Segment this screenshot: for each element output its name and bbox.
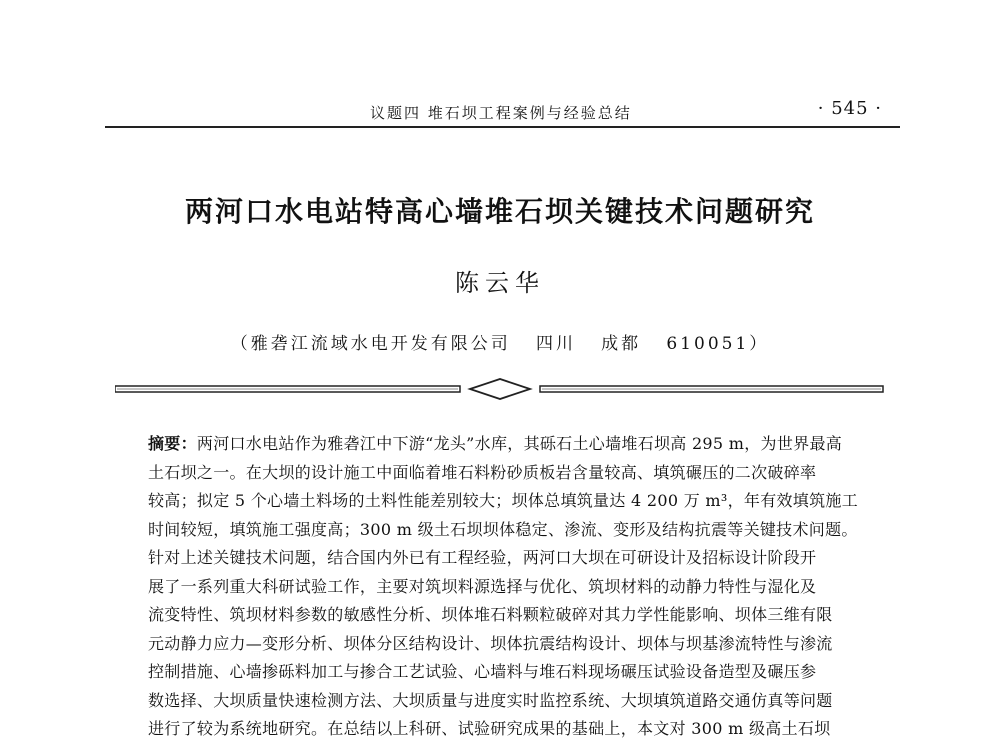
- abstract-line: 较高；拟定 5 个心墙土料场的土料性能差别较大；坝体总填筑量达 4 200 万 m³，年有效填筑施工: [148, 491, 859, 510]
- abstract-line: 展了一系列重大科研试验工作，主要对筑坝料源选择与优化、筑坝材料的动静力特性与湿化及: [148, 576, 817, 596]
- abstract-label: 摘要：: [148, 434, 197, 453]
- abstract-line: 控制措施、心墙掺砾料加工与掺合工艺试验、心墙料与堆石料现场碾压试验设备造型及碾压参: [148, 662, 817, 681]
- abstract-line: 时间较短，填筑施工强度高；300 m 级土石坝坝体稳定、渗流、变形及结构抗震等关键技术问题。: [148, 519, 858, 539]
- abstract-line: 元动静力应力—变形分析、坝体分区结构设计、坝体抗震结构设计、坝体与坝基渗流特性与渗流: [148, 633, 833, 653]
- abstract-line: 数选择、大坝质量快速检测方法、大坝质量与进度实时监控系统、大坝填筑道路交通仿真等问题: [148, 690, 833, 710]
- author-affiliation: （雅砻江流域水电开发有限公司 四川 成都 610051）: [230, 334, 770, 354]
- abstract-line: 进行了较为系统地研究。在总结以上科研、试验研究成果的基础上，本文对 300 m 级高土石坝: [148, 719, 831, 738]
- abstract-line: 土石坝之一。在大坝的设计施工中面临着堆石料粉砂质板岩含量较高、填筑碾压的二次破碎率: [148, 462, 817, 482]
- page-number: · 545 ·: [817, 98, 882, 119]
- paper-title: 两河口水电站特高心墙堆石坝关键技术问题研究: [184, 195, 815, 228]
- running-header: [105, 96, 900, 128]
- abstract-line: 针对上述关键技术问题，结合国内外已有工程经验，两河口大坝在可研设计及招标设计阶段开: [148, 548, 817, 567]
- header-section-title: 议题四 堆石坝工程案例与经验总结: [370, 104, 632, 122]
- section-divider-ornament: [115, 376, 885, 404]
- abstract-line: 流变特性、筑坝材料参数的敏感性分析、坝体堆石料颗粒破碎对其力学性能影响、坝体三维有限: [148, 605, 833, 624]
- abstract-paragraph: [148, 430, 860, 744]
- paper-author: 陈云华: [455, 269, 545, 297]
- abstract-line: 摘要：两河口水电站作为雅砻江中下游“龙头”水库，其砾石土心墙堆石坝高 295 m，为世界最高: [148, 434, 843, 453]
